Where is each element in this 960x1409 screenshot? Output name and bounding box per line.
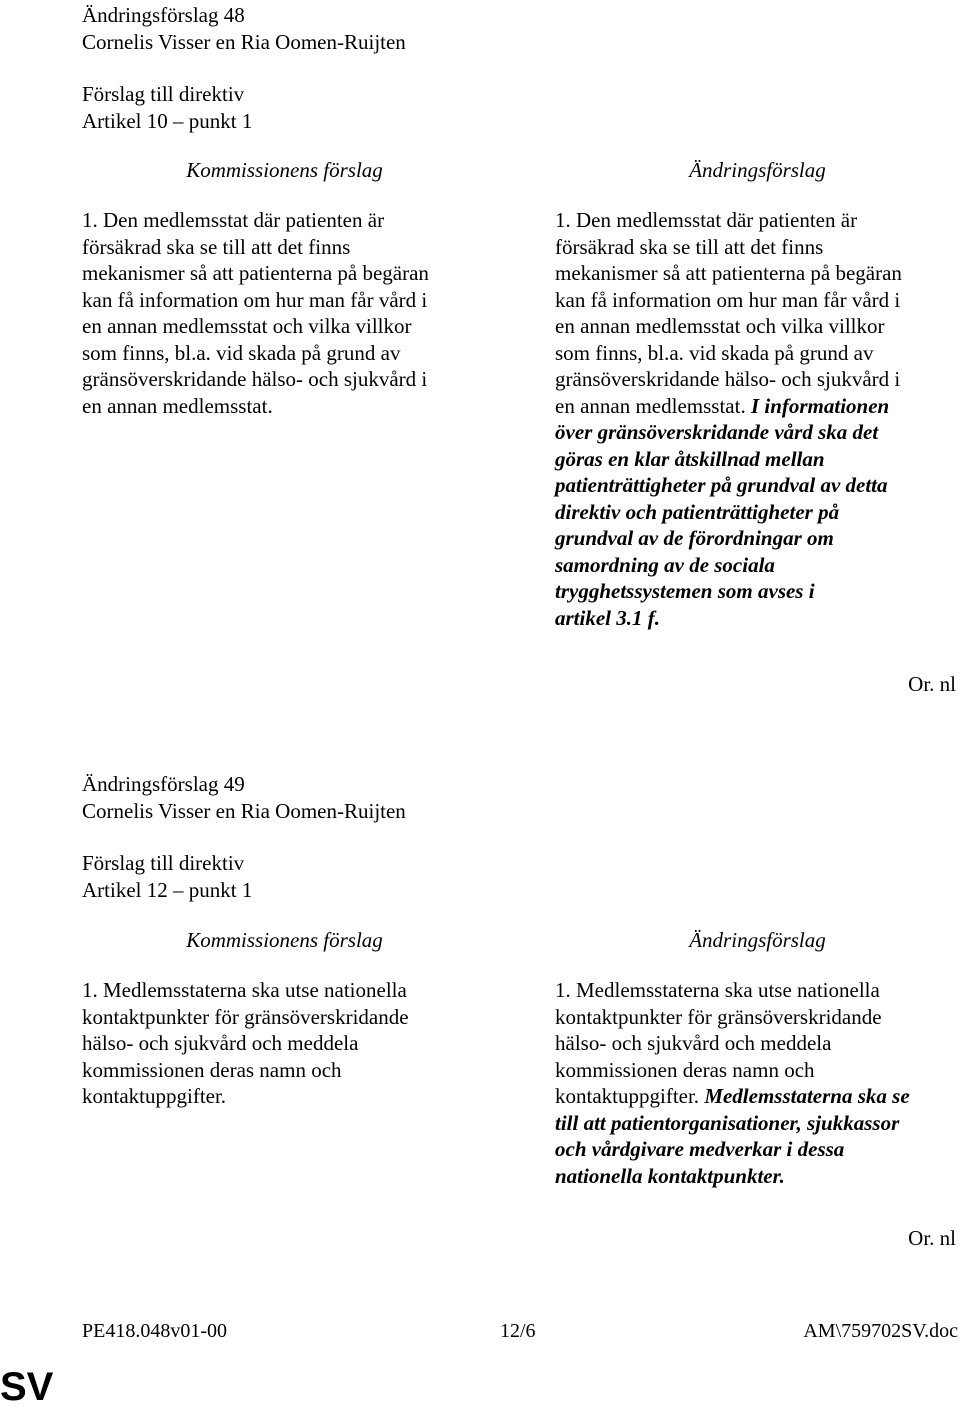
text-plain: kan få information om hur man får vård i [555, 287, 901, 312]
text-line: kan få information om hur man får vård i [82, 287, 428, 312]
text-line: kommissionen deras namn och [82, 1057, 342, 1082]
commission-proposal-text [82, 207, 429, 419]
text-line: en annan medlemsstat och vilka villkor [82, 314, 412, 338]
amendment-number: Ändringsförslag 49 [82, 772, 245, 796]
text-plain: gränsöverskridande hälso- och sjukvård i [555, 367, 901, 391]
amendment-authors: Cornelis Visser en Ria Oomen-Ruijten [82, 798, 406, 823]
article-reference: Artikel 12 – punkt 1 [82, 877, 253, 902]
text-line: 1. Den medlemsstat där patienten är [82, 208, 385, 232]
text-added: göras en klar åtskillnad mellan [555, 446, 825, 471]
text-line: försäkrad ska se till att det finns [82, 234, 351, 259]
article-reference: Artikel 10 – punkt 1 [82, 108, 253, 133]
text-plain: 1. Den medlemsstat där patienten är [555, 208, 858, 232]
amendment-authors: Cornelis Visser en Ria Oomen-Ruijten [82, 29, 406, 54]
amendment-number: Ändringsförslag 48 [82, 3, 245, 27]
text-plain: försäkrad ska se till att det finns [555, 234, 824, 259]
document-reference: PE418.048v01-00 [82, 1320, 227, 1342]
text-added: direktiv och patienträttigheter på [555, 499, 840, 524]
text-line: 1. Medlemsstaterna ska utse nationella [82, 978, 407, 1002]
amendment-heading: Ändringsförslag [689, 928, 826, 952]
text-plain: mekanismer så att patienterna på begäran [555, 261, 902, 285]
text-added: I informationen [750, 393, 890, 418]
text-line: en annan medlemsstat. [82, 393, 273, 418]
text-plain: kontaktpunkter för gränsöverskridande [555, 1004, 882, 1029]
commission-proposal-text [82, 977, 409, 1110]
text-added: grundval av de förordningar om [555, 526, 834, 550]
text-added: patienträttigheter på grundval av detta [555, 473, 888, 497]
original-language: Or. nl [908, 1226, 956, 1250]
text-added: nationella kontaktpunkter. [555, 1163, 785, 1188]
text-plain: hälso- och sjukvård och meddela [555, 1031, 832, 1055]
text-added: artikel 3.1 f. [555, 605, 660, 630]
text-line: mekanismer så att patienterna på begäran [82, 261, 429, 285]
text-line: kontaktuppgifter. [82, 1084, 227, 1108]
text-plain: 1. Medlemsstaterna ska utse nationella [555, 978, 880, 1002]
text-added: Medlemsstaterna ska se [704, 1084, 910, 1108]
text-plain: som finns, bl.a. vid skada på grund av [555, 340, 874, 365]
text-line: hälso- och sjukvård och meddela [82, 1031, 359, 1055]
text-added: samordning av de sociala [555, 552, 775, 577]
text-line: som finns, bl.a. vid skada på grund av [82, 340, 401, 365]
text-plain: en annan medlemsstat. [555, 393, 751, 418]
amendment-text [555, 207, 902, 631]
original-language: Or. nl [908, 672, 956, 696]
text-line: gränsöverskridande hälso- och sjukvård i [82, 367, 428, 391]
file-reference: AM\759702SV.doc [803, 1320, 958, 1342]
amendment-49-header [82, 771, 782, 903]
amendment-48-header [82, 2, 782, 134]
page-number: 12/6 [500, 1320, 536, 1342]
text-plain: kommissionen deras namn och [555, 1057, 815, 1082]
text-added: över gränsöverskridande vård ska det [555, 420, 879, 444]
text-plain: en annan medlemsstat och vilka villkor [555, 314, 885, 338]
commission-proposal-heading: Kommissionens förslag [186, 928, 383, 952]
amendment-text [555, 977, 910, 1189]
text-plain: kontaktuppgifter. [555, 1084, 705, 1108]
text-line: kontaktpunkter för gränsöverskridande [82, 1004, 409, 1029]
commission-proposal-heading: Kommissionens förslag [186, 158, 383, 182]
text-added: och vårdgivare medverkar i dessa [555, 1137, 845, 1161]
amendment-heading: Ändringsförslag [689, 158, 826, 182]
proposal-label: Förslag till direktiv [82, 851, 245, 875]
proposal-label: Förslag till direktiv [82, 82, 245, 106]
language-code: SV [0, 1365, 54, 1409]
text-added: till att patientorganisationer, sjukkassor [555, 1110, 900, 1135]
text-added: trygghetssystemen som avses i [555, 579, 815, 603]
